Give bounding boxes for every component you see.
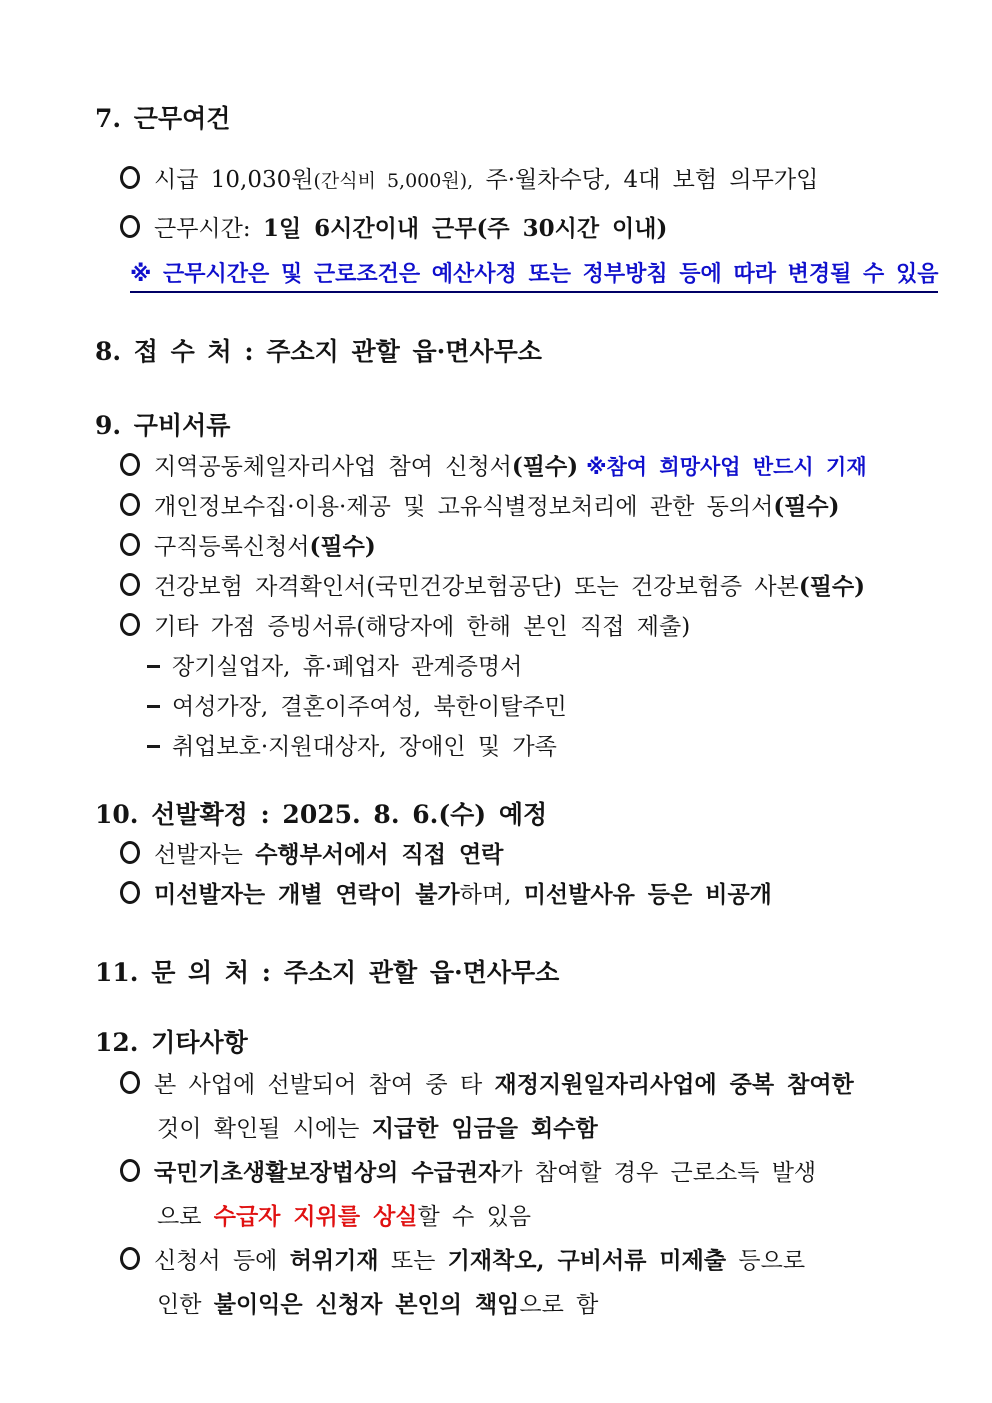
list-item-text-bold: 지급한 임금을 회수함 [371, 1115, 598, 1142]
list-item-text-red: 수급자 지위를 상실 [213, 1203, 418, 1230]
list-item-text-bold: 미선발자는 개별 연락이 불가 [154, 881, 460, 908]
note-text: ※ 근무시간은 및 근로조건은 예산사정 또는 정부방침 등에 따라 변경될 수 있음 [130, 262, 938, 293]
section-10-list [95, 835, 912, 915]
list-item-text: 신청서 등에 [154, 1248, 290, 1274]
list-item-text: 건강보험 자격확인서(국민건강보험공단) 또는 건강보험증 사본 [154, 574, 799, 600]
list-item [120, 487, 912, 527]
circle-bullet-icon [120, 533, 140, 556]
section-7-list [95, 157, 939, 292]
dash-bullet-icon [147, 705, 160, 708]
list-item [120, 1239, 912, 1327]
list-item-text: 또는 [378, 1248, 448, 1274]
list-item [120, 157, 912, 205]
sub-list-item [147, 647, 912, 687]
list-item-text-bold: 재정지원일자리사업에 중복 참여한 [494, 1071, 854, 1098]
list-item-text: 할 수 있음 [417, 1204, 532, 1230]
list-item-text: 구직등록신청서 [154, 534, 310, 560]
list-item [120, 835, 912, 875]
section-9-title: 9. 구비서류 [95, 411, 231, 440]
list-item-text-bold: (필수) [773, 493, 840, 520]
list-item-text-bold: (필수) [798, 573, 866, 600]
list-item-text-bold: (필수) [309, 533, 376, 560]
list-item-text-bold: 수행부서에서 직접 연락 [255, 841, 504, 868]
list-item [120, 527, 912, 567]
list-item [120, 447, 912, 487]
list-item-text: 본 사업에 선발되어 참여 중 타 [154, 1072, 495, 1098]
circle-bullet-icon [120, 166, 140, 189]
circle-bullet-icon [120, 453, 140, 476]
list-item [120, 875, 912, 915]
section-12-title: 12. 기타사항 [95, 1028, 248, 1057]
list-item-text: 가 참여할 경우 근로소득 발생 [500, 1160, 817, 1186]
circle-bullet-icon [120, 573, 140, 596]
section-8-title: 8. 접 수 처 : 주소지 관할 읍·면사무소 [95, 337, 542, 366]
list-item-text: 으로 함 [519, 1292, 599, 1318]
list-item [120, 1151, 912, 1239]
circle-bullet-icon [120, 1247, 140, 1270]
list-item-text: 개인정보수집·이용·제공 및 고유식별정보처리에 관한 동의서 [154, 494, 774, 520]
dash-bullet-icon [147, 665, 160, 668]
section-12-list [95, 1063, 912, 1327]
sub-list-item [147, 687, 912, 727]
list-item-text: 주·월차수당, 4대 보험 의무가입 [473, 167, 819, 193]
list-item-text: 시급 10,030원 [154, 167, 314, 193]
circle-bullet-icon [120, 493, 140, 516]
list-item [120, 567, 912, 607]
circle-bullet-icon [120, 1071, 140, 1094]
list-item [120, 607, 912, 647]
list-item-text: 하며, [459, 882, 524, 908]
list-item-text-bold: (필수) [511, 453, 579, 480]
section-9-list [95, 447, 912, 767]
sub-list-item-text: 장기실업자, 휴·폐업자 관계증명서 [172, 654, 523, 680]
note-line [130, 258, 939, 292]
circle-bullet-icon [120, 1159, 140, 1182]
list-item-text-bold: 허위기재 [289, 1247, 379, 1274]
list-item-text: 기타 가점 증빙서류(해당자에 한해 본인 직접 제출) [154, 614, 691, 640]
sub-list-item-text: 여성가장, 결혼이주여성, 북한이탈주민 [172, 694, 567, 720]
dash-bullet-icon [147, 745, 160, 748]
list-item-text-bold: 불이익은 신청자 본인의 책임 [213, 1291, 520, 1318]
sub-list-item-text: 취업보호·지원대상자, 장애인 및 가족 [172, 734, 557, 760]
list-item-text: 인한 [157, 1292, 214, 1318]
list-item [120, 1063, 912, 1151]
list-item-text: 근무시간: [154, 216, 263, 242]
list-item [120, 205, 912, 253]
list-item-text: 으로 [157, 1204, 214, 1230]
list-item-text: 등으로 [726, 1248, 806, 1274]
circle-bullet-icon [120, 613, 140, 636]
list-item-text: 것이 확인될 시에는 [157, 1116, 372, 1142]
list-item-text-bold: 미선발사유 등은 비공개 [523, 881, 772, 908]
list-item-text: 지역공동체일자리사업 참여 신청서 [154, 454, 512, 480]
section-11-title: 11. 문 의 처 : 주소지 관할 읍·면사무소 [95, 958, 560, 987]
circle-bullet-icon [120, 841, 140, 864]
list-item-text-bold: 국민기초생활보장법상의 수급권자 [154, 1159, 501, 1186]
circle-bullet-icon [120, 881, 140, 904]
section-10-title: 10. 선발확정 : 2025. 8. 6.(수) 예정 [95, 800, 548, 829]
list-item-text-bold: 기재착오, 구비서류 미제출 [447, 1247, 727, 1274]
inline-note-text: ※참여 희망사업 반드시 기재 [586, 455, 867, 479]
list-item-text-small: (간식비 5,000원), [313, 170, 474, 192]
list-item-text-bold: 1일 6시간이내 근무(주 30시간 이내) [262, 215, 668, 242]
section-7-title: 7. 근무여건 [95, 104, 231, 133]
circle-bullet-icon [120, 215, 140, 238]
list-item-text: 선발자는 [154, 842, 256, 868]
sub-list-item [147, 727, 912, 767]
